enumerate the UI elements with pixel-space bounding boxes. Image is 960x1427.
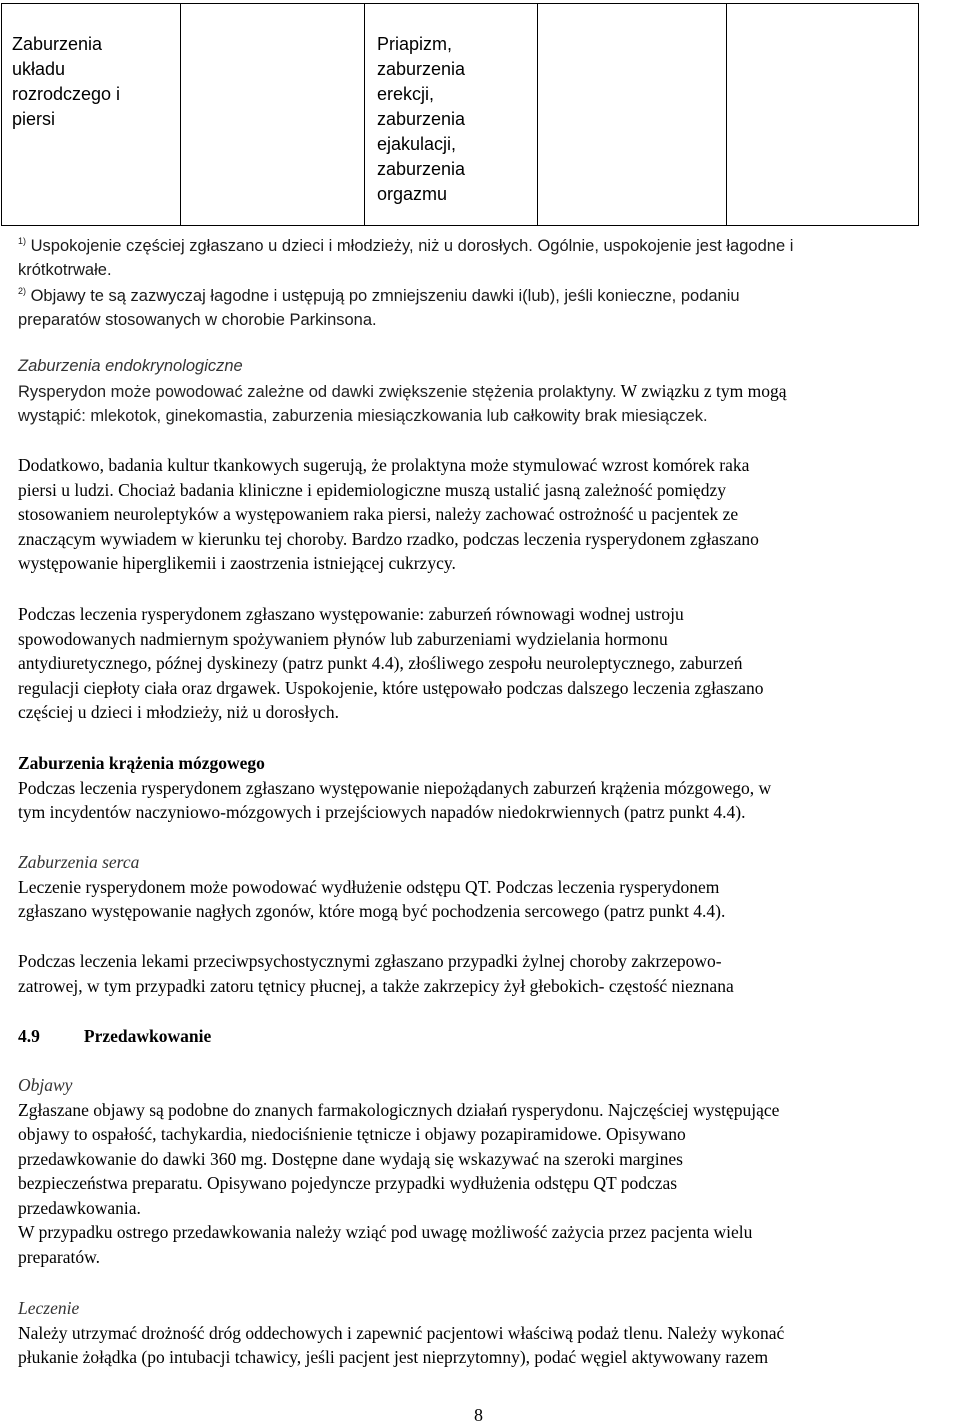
table-cell-empty bbox=[727, 4, 919, 226]
endocrine-heading: Zaburzenia endokrynologiczne bbox=[18, 357, 243, 375]
cerebrovascular-section: Zaburzenia krążenia mózgowego Podczas leczenia rysperydonem zgłaszano występowanie niepożądanych zaburzeń krążenia mózgowego, w tym incydentów naczyniowo-mózgowych i przejściowych napadów niedokrwiennych (patrz punkt 4.4). bbox=[18, 751, 954, 825]
symptoms-heading: Objawy bbox=[18, 1075, 73, 1095]
table-cell-effects bbox=[365, 4, 538, 226]
adverse-effects-table bbox=[1, 3, 919, 226]
cerebrovascular-heading: Zaburzenia krążenia mózgowego bbox=[18, 753, 265, 773]
treatment-heading: Leczenie bbox=[18, 1298, 80, 1318]
page-number: 8 bbox=[474, 1405, 483, 1425]
table-row bbox=[2, 4, 919, 226]
footnote-1: $^{1)}$ Uspokojenie częściej zgłaszano u dzieci i młodzieży, niż u dorosłych. Ogólnie, uspokojenie jest łagodne i krótkotrwałe. bbox=[18, 236, 794, 279]
footnote-2: $^{2)}$ Objawy te są zazwyczaj łagodne i ustępują po zmniejszeniu dawki i(lub), jeśli konieczne, podaniu preparatów stosowanych w chorobie Parkinsona. bbox=[18, 286, 740, 329]
table-cell-empty bbox=[181, 4, 365, 226]
organ-class-text: Zaburzenia układu rozrodczego i piersi bbox=[12, 34, 121, 129]
effects-text: Priapizm, zaburzenia erekcji, zaburzenia ejakulacji, zaburzenia orgazmu bbox=[377, 34, 466, 204]
treatment-section: Leczenie Należy utrzymać drożność dróg oddechowych i zapewnić pacjentowi właściwą podaż tlenu. Należy wykonać płukanie żołądka (po intubacji tchawicy, jeśli pacjent jest nieprzytomny), podać węgiel aktywowany razem bbox=[18, 1296, 954, 1370]
symptoms-section: Objawy Zgłaszane objawy są podobne do znanych farmakologicznych działań rysperydonu. Najczęściej występujące objawy to ospałość, tachykardia, niedociśnienie tętnicze i objawy pozapiramidowe. Opisywano przedawkowanie do dawki 360 mg. Dostępne dane wydają się wskazywać na szeroki margines bezpieczeństwa preparatu. Opisywano pojedyncze przypadki wydłużenia odstępu QT podczas przedawkowania. W przypadku ostrego przedawkowania należy wziąć pod uwagę możliwość zażycia przez pacjenta wielu preparatów. bbox=[18, 1073, 954, 1269]
vte-paragraph: Podczas leczenia lekami przeciwpsychostycznymi zgłaszano przypadki żylnej choroby zakrzepowo- zatrowej, w tym przypadki zatoru tętnicy płucnej, a także zakrzepicy żył głebokich- częstość nieznana bbox=[18, 951, 734, 996]
cardiac-heading: Zaburzenia serca bbox=[18, 852, 140, 872]
endocrine-section: Zaburzenia endokrynologiczne Rysperydon może powodować zależne od dawki zwiększenie stężenia prolaktyny. W związku z tym mogą wystąpić: mlekotok, ginekomastia, zaburzenia miesiączkowania lub całkowity brak miesiączek. bbox=[18, 354, 954, 429]
other-effects-paragraph: Podczas leczenia rysperydonem zgłaszano występowanie: zaburzeń równowagi wodnej ustroju spowodowanych nadmiernym spożywaniem płynów lub zaburzeniami wydzielania hormonu antydiuretycznego, późnej dyskinezy (patrz punkt 4.4), złośliwego zespołu neuroleptycznego, zaburzeń regulacji ciepłoty ciała oraz drgawek. Uspokojenie, które ustępowało podczas dalszego leczenia zgłaszano częściej u dzieci i młodzieży, niż u dorosłych. bbox=[18, 604, 764, 722]
table-cell-organ-class bbox=[2, 4, 181, 226]
table-cell-empty bbox=[538, 4, 727, 226]
prolactin-paragraph: Dodatkowo, badania kultur tkankowych sugerują, że prolaktyna może stymulować wzrost komórek raka piersi u ludzi. Chociaż badania kliniczne i epidemiologiczne muszą ustalić jasną zależność pomiędzy stosowaniem neuroleptyków a występowaniem raka piersi, należy zachować ostrożność u pacjentek ze znaczącym wywiadem w kierunku tej choroby. Bardzo rzadko, podczas leczenia rysperydonem zgłaszano występowanie hiperglikemii i zaostrzenia istniejącej cukrzycy. bbox=[18, 455, 759, 573]
cardiac-section: Zaburzenia serca Leczenie rysperydonem może powodować wydłużenie odstępu QT. Podczas leczenia rysperydonem zgłaszano występowanie nagłych zgonów, które mogą być pochodzenia sercowego (patrz punkt 4.4). bbox=[18, 850, 954, 924]
section-heading: 4.9 Przedawkowanie bbox=[18, 1026, 212, 1046]
